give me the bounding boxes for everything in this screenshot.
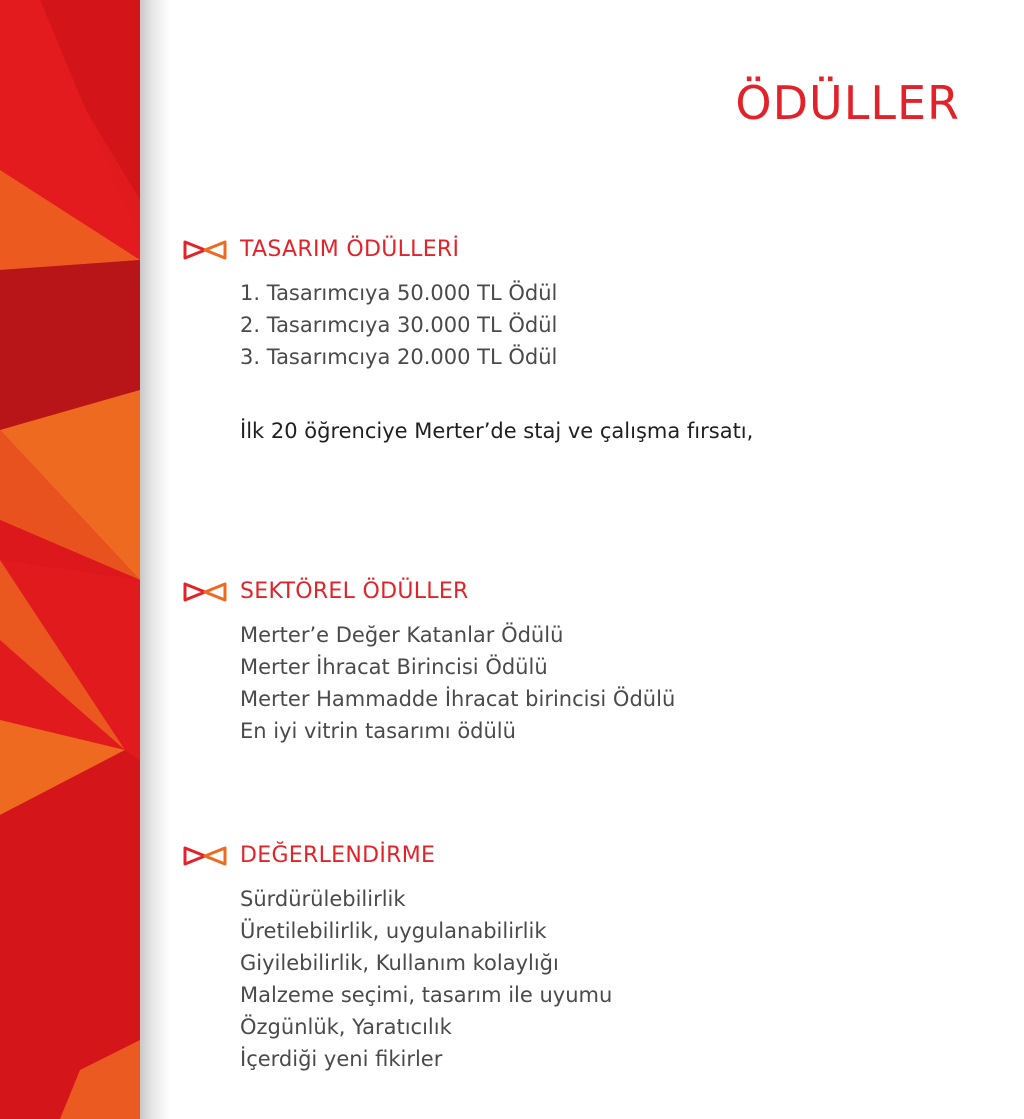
bow-tie-icon — [182, 581, 228, 603]
award-list — [240, 619, 994, 747]
list-item: Merter’e Değer Katanlar Ödülü — [240, 623, 564, 647]
section-header — [182, 841, 994, 871]
section-title: SEKTÖREL ÖDÜLLER — [240, 579, 469, 604]
list-item: En iyi vitrin tasarımı ödülü — [240, 719, 516, 743]
bow-tie-icon — [182, 239, 228, 261]
side-band-shadow — [140, 0, 170, 1119]
list-item: Merter Hammadde İhracat birincisi Ödülü — [240, 687, 676, 711]
award-list — [240, 277, 994, 373]
geometric-pattern — [0, 0, 140, 1119]
section-header — [182, 577, 994, 607]
section-design-awards — [182, 235, 994, 447]
section-sector-awards — [182, 577, 994, 747]
list-item: Özgünlük, Yaratıcılık — [240, 1015, 452, 1039]
section-title: TASARIM ÖDÜLLERİ — [240, 237, 460, 262]
section-header — [182, 235, 994, 265]
list-item: Giyilebilirlik, Kullanım kolaylığı — [240, 951, 559, 975]
list-item: 3. Tasarımcıya 20.000 TL Ödül — [240, 345, 558, 369]
list-item: 1. Tasarımcıya 50.000 TL Ödül — [240, 281, 558, 305]
list-item: Sürdürülebilirlik — [240, 887, 406, 911]
decorative-side-band — [0, 0, 140, 1119]
bow-tie-icon — [182, 845, 228, 867]
list-item: 2. Tasarımcıya 30.000 TL Ödül — [240, 313, 558, 337]
section-title: DEĞERLENDİRME — [240, 843, 436, 868]
list-item: Malzeme seçimi, tasarım ile uyumu — [240, 983, 613, 1007]
list-item: Merter İhracat Birincisi Ödülü — [240, 655, 548, 679]
list-item: Üretilebilirlik, uygulanabilirlik — [240, 919, 547, 943]
criteria-list — [240, 883, 994, 1075]
internship-note: İlk 20 öğrenciye Merter’de staj ve çalışma fırsatı, — [240, 419, 754, 443]
list-item: İçerdiği yeni fikirler — [240, 1047, 443, 1071]
page-title: ÖDÜLLER — [735, 76, 960, 130]
section-evaluation — [182, 841, 994, 1075]
